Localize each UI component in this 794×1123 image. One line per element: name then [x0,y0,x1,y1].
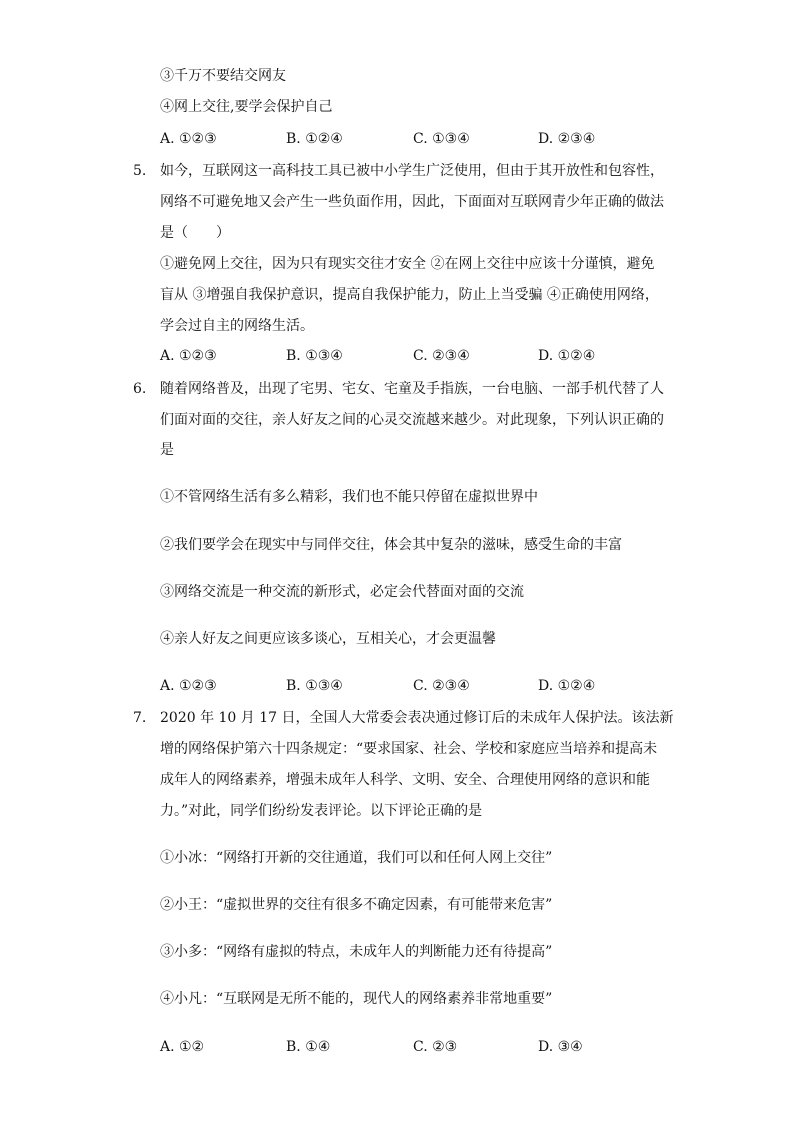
statement-line: ①避免网上交往，因为只有现实交往才安全 ②在网上交往中应该十分谨慎，避免 [160,256,655,272]
option-d: D. ③④ [538,1039,583,1055]
question-number: 5. [133,163,147,179]
statement-line: ③小多：“网络有虚拟的特点，未成年人的判断能力还有待提高” [160,944,553,960]
option-b: B. ①③④ [286,678,343,694]
option-a: A. ①②③ [160,678,217,694]
option-b: B. ①③④ [286,348,343,364]
question-stem-line: 增的网络保护第六十四条规定：“要求国家、社会、学校和家庭应当培养和提高未 [160,741,658,757]
option-c: C. ②③ [413,1039,458,1055]
statement-line: 盲从 ③增强自我保护意识，提高自我保护能力，防止上当受骗 ④正确使用网络， [160,287,659,303]
option-c: C. ②③④ [413,678,470,694]
statement-line: 学会过自主的网络生活。 [160,318,314,334]
statement-line: ②我们要学会在现实中与同伴交往，体会其中复杂的滋味，感受生命的丰富 [160,537,622,553]
question-stem-line: 如今，互联网这一高科技工具已被中小学生广泛使用，但由于其开放性和包容性， [160,163,664,179]
statement-line: ②小王：“虚拟世界的交往有很多不确定因素，有可能带来危害” [160,897,553,913]
question-number: 7. [133,710,147,726]
question-stem-line: 是 [160,442,174,458]
statement-line: ④小凡：“互联网是无所不能的，现代人的网络素养非常地重要” [160,991,553,1007]
question-stem-line: 是（ ） [160,225,230,241]
question-stem-line: 成年人的网络素养，增强未成年人科学、文明、安全、合理使用网络的意识和能 [160,772,650,788]
statement-line: ①小冰：“网络打开新的交往通道，我们可以和任何人网上交往” [160,850,553,866]
option-b: B. ①④ [286,1039,331,1055]
statement-line: ①不管网络生活有多么精彩，我们也不能只停留在虚拟世界中 [160,489,538,505]
question-stem-line: 2020 年 10 月 17 日，全国人大常委会表决通过修订后的未成年人保护法。该法新 [160,710,674,726]
statement-3: ③千万不要结交网友 [160,68,286,84]
option-c: C. ②③④ [413,348,470,364]
statement-line: ④亲人好友之间更应该多谈心，互相关心，才会更温馨 [160,631,496,647]
option-a: A. ①②③ [160,348,217,364]
question-stem-line: 力。”对此，同学们纷纷发表评论。以下评论正确的是 [160,803,483,819]
question-stem-line: 们面对面的交往，亲人好友之间的心灵交流越来越少。对此现象，下列认识正确的 [160,412,664,428]
option-a: A. ①② [160,1039,205,1055]
option-d: D. ②③④ [538,131,596,147]
option-d: D. ①②④ [538,348,596,364]
option-c: C. ①③④ [413,131,470,147]
question-number: 6. [133,381,147,397]
option-b: B. ①②④ [286,131,343,147]
statement-line: ③网络交流是一种交流的新形式，必定会代替面对面的交流 [160,584,524,600]
statement-4: ④网上交往,要学会保护自己 [160,99,333,115]
question-stem-line: 网络不可避免地又会产生一些负面作用，因此，下面面对互联网青少年正确的做法 [160,194,664,210]
option-a: A. ①②③ [160,131,217,147]
option-d: D. ①②④ [538,678,596,694]
question-stem-line: 随着网络普及，出现了宅男、宅女、宅童及手指族，一台电脑、一部手机代替了人 [160,381,664,397]
